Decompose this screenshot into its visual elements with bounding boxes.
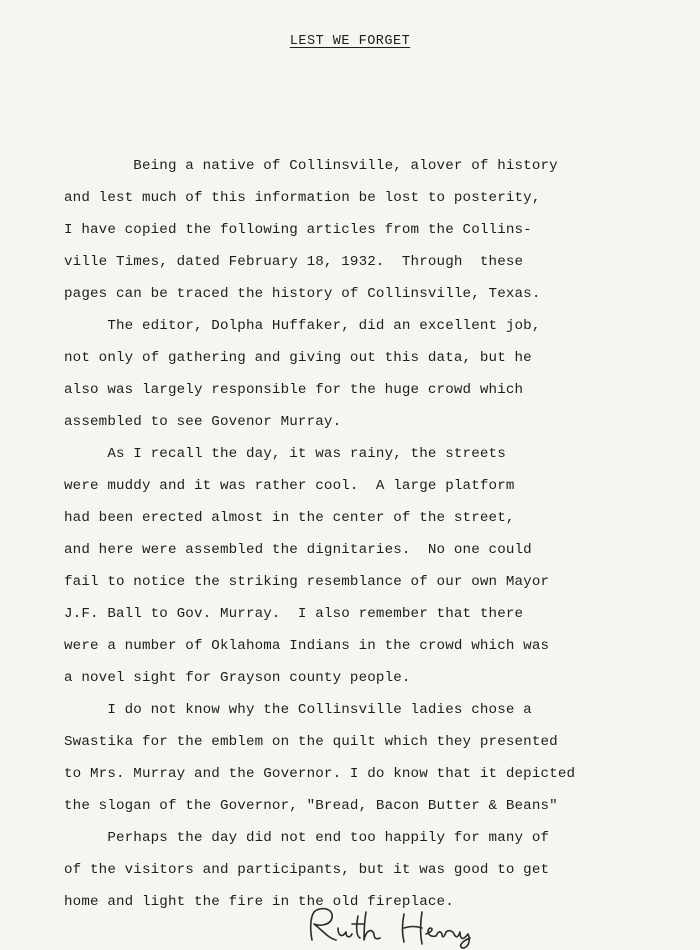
document-title: LEST WE FORGET — [289, 34, 411, 49]
body-line: and here were assembled the dignitaries. No one could — [64, 542, 532, 558]
body-line: pages can be traced the history of Collinsville, Texas. — [64, 286, 541, 302]
body-line: a novel sight for Grayson county people. — [64, 670, 411, 686]
body-line: were a number of Oklahoma Indians in the crowd which was — [64, 638, 550, 654]
body-line: As I recall the day, it was rainy, the streets — [64, 446, 506, 462]
body-line: were muddy and it was rather cool. A large platform — [64, 478, 515, 494]
body-line: ville Times, dated February 18, 1932. Through these — [64, 254, 524, 270]
document-body — [64, 150, 694, 918]
body-line: J.F. Ball to Gov. Murray. I also remember that there — [64, 606, 524, 622]
body-line: I do not know why the Collinsville ladies chose a — [64, 702, 532, 718]
body-line: not only of gathering and giving out this data, but he — [64, 350, 532, 366]
handwritten-signature — [300, 904, 500, 950]
body-line: home and light the fire in the old fireplace. — [64, 894, 454, 910]
body-line: assembled to see Govenor Murray. — [64, 414, 342, 430]
body-line: Swastika for the emblem on the quilt which they presented — [64, 734, 558, 750]
body-line: I have copied the following articles from the Collins- — [64, 222, 532, 238]
body-line: fail to notice the striking resemblance of our own Mayor — [64, 574, 550, 590]
body-line: the slogan of the Governor, "Bread, Bacon Butter & Beans" — [64, 798, 558, 814]
body-line: and lest much of this information be lost to posterity, — [64, 190, 541, 206]
body-line: The editor, Dolpha Huffaker, did an excellent job, — [64, 318, 541, 334]
body-line: had been erected almost in the center of the street, — [64, 510, 515, 526]
body-line: Being a native of Collinsville, alover of history — [64, 158, 558, 174]
body-line: also was largely responsible for the huge crowd which — [64, 382, 524, 398]
body-line: Perhaps the day did not end too happily for many of — [64, 830, 550, 846]
body-line: of the visitors and participants, but it was good to get — [64, 862, 550, 878]
body-line: to Mrs. Murray and the Governor. I do know that it depicted — [64, 766, 576, 782]
